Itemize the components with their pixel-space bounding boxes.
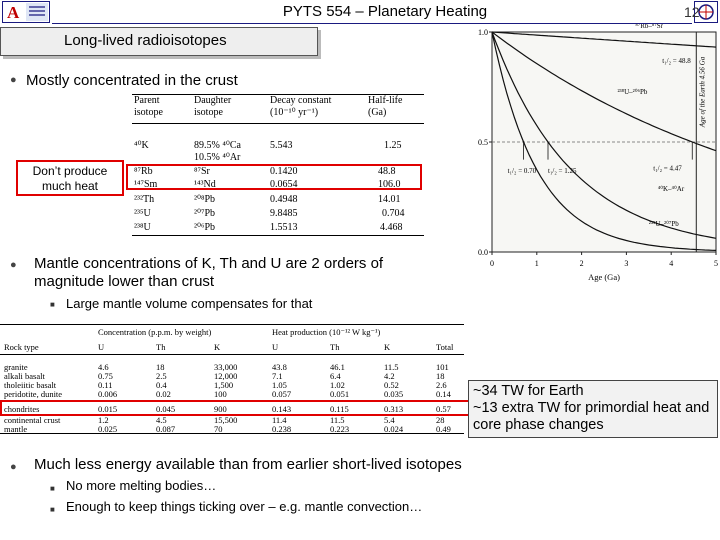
note-line-earth: ~34 TW for Earth xyxy=(473,383,584,399)
table-group-header: Concentration (p.p.m. by weight) Heat production (10⁻¹² W kg⁻¹) xyxy=(0,324,464,337)
sub-bullet-square-icon: ■ xyxy=(50,300,55,309)
series-label: ²³⁸U–²⁰⁶Pb xyxy=(617,88,648,96)
sub-bullet-square-icon: ■ xyxy=(50,505,55,514)
table-row: ⁴⁰K 89.5% ⁴⁰Ca 5.543 1.25 xyxy=(134,140,402,151)
bullet-dot-icon: ● xyxy=(10,74,17,86)
slide-title: PYTS 554 – Planetary Heating xyxy=(282,3,488,20)
sub-bullet-square-icon: ■ xyxy=(50,484,55,493)
table-row: chondrites 0.015 0.045 900 0.143 0.115 0.313 0.57 xyxy=(4,404,451,414)
x-tick-label: 4 xyxy=(669,259,674,268)
halflife-annotation: t₁/₂ = 4.47 xyxy=(653,164,682,173)
age-of-earth-label: Age of the Earth 4.56 Ga xyxy=(698,56,707,128)
header-parent: Parent xyxy=(134,95,160,106)
table-row: mantle 0.025 0.087 70 0.238 0.223 0.024 0.49 xyxy=(0,424,464,434)
table-row: alkali basalt 0.75 2.5 12,000 7.1 6.4 4.2 18 xyxy=(4,371,445,381)
callout-no-heat: Don’t produce much heat xyxy=(16,160,124,196)
table-header-row xyxy=(132,94,424,108)
halflife-annotation: t₁/₂ = 48.8 xyxy=(662,56,691,65)
sub-bullet-no-melting: No more melting bodies… xyxy=(66,478,217,493)
note-line-primordial: ~13 extra TW for primordial heat and core phase changes xyxy=(473,400,710,433)
series-label: ⁴⁰K–⁴⁰Ar xyxy=(657,184,685,193)
x-tick-label: 5 xyxy=(714,259,718,268)
x-tick-label: 1 xyxy=(534,259,539,268)
table-row: ⁸⁷Rb ⁸⁷Sr 0.1420 48.8 xyxy=(134,166,396,177)
bullet-less-energy: Much less energy available than from earlier short-lived isotopes xyxy=(34,456,462,473)
series-label: ²³⁵U–²⁰⁷Pb xyxy=(648,220,679,228)
table-row: ²³²Th ²⁰⁸Pb 0.4948 14.01 xyxy=(134,194,401,205)
table-row: peridotite, dunite 0.006 0.02 100 0.057 0.051 0.035 0.14 xyxy=(4,389,451,399)
header-daughter: Daughter xyxy=(194,95,232,106)
heat-production-table xyxy=(0,320,464,438)
y-tick-label: 1.0 xyxy=(478,28,488,37)
sub-bullet-volume: Large mantle volume compensates for that xyxy=(66,296,313,311)
table-header-row-2: isotope isotope (10⁻¹⁰ yr⁻¹) (Ga) xyxy=(132,107,424,124)
header-decay: Decay constant xyxy=(270,95,332,106)
table-row: continental crust 1.2 4.5 15,500 11.4 11.5 5.4 28 xyxy=(4,415,445,425)
header-halflife: Half-life xyxy=(368,95,403,106)
table-row: 10.5% ⁴⁰Ar xyxy=(194,152,241,163)
sub-bullet-convection: Enough to keep things ticking over – e.g. mantle convection… xyxy=(66,499,423,514)
table-row: ²³⁵U ²⁰⁷Pb 9.8485 0.704 xyxy=(134,208,405,219)
highlight-chondrites-row xyxy=(0,400,470,416)
heat-flux-note xyxy=(468,380,718,438)
x-tick-label: 3 xyxy=(624,259,629,268)
series-label: ⁸⁷Rb–⁸⁷Sr xyxy=(635,24,664,30)
x-axis-label: Age (Ga) xyxy=(588,272,620,282)
bullet-dot-icon: ● xyxy=(10,461,17,473)
bullet-mantle: Mantle concentrations of K, Th and U are 2 orders of magnitude lower than crust xyxy=(34,255,384,290)
y-tick-label: 0.5 xyxy=(478,138,488,147)
table-row: ¹⁴⁷Sm ¹⁴³Nd 0.0654 106.0 xyxy=(134,179,401,190)
section-subtitle: Long-lived radioisotopes xyxy=(64,32,227,49)
table-header-row: Rock type U Th K U Th K Total xyxy=(0,342,464,355)
page-number: 12 xyxy=(684,4,700,20)
highlight-rb-sm-rows xyxy=(126,164,422,190)
halflife-annotation: t₁/₂ = 1.25 xyxy=(548,166,577,175)
table-row: granite 4.6 18 33,000 43.8 46.1 11.5 101 xyxy=(4,362,449,372)
bullet-crust: Mostly concentrated in the crust xyxy=(26,72,238,89)
logo-letter: A xyxy=(7,3,20,22)
x-tick-label: 2 xyxy=(579,259,584,268)
decay-curves-chart xyxy=(472,24,720,286)
x-tick-label: 0 xyxy=(490,259,494,268)
y-tick-label: 0.0 xyxy=(478,248,488,257)
bullet-dot-icon: ● xyxy=(10,259,17,271)
halflife-annotation: t₁/₂ = 0.70 xyxy=(507,166,537,175)
table-row: tholeiitic basalt 0.11 0.4 1,500 1.05 1.02 0.52 2.6 xyxy=(4,380,447,390)
table-row: ²³⁸U ²⁰⁶Pb 1.5513 4.468 xyxy=(132,222,424,236)
